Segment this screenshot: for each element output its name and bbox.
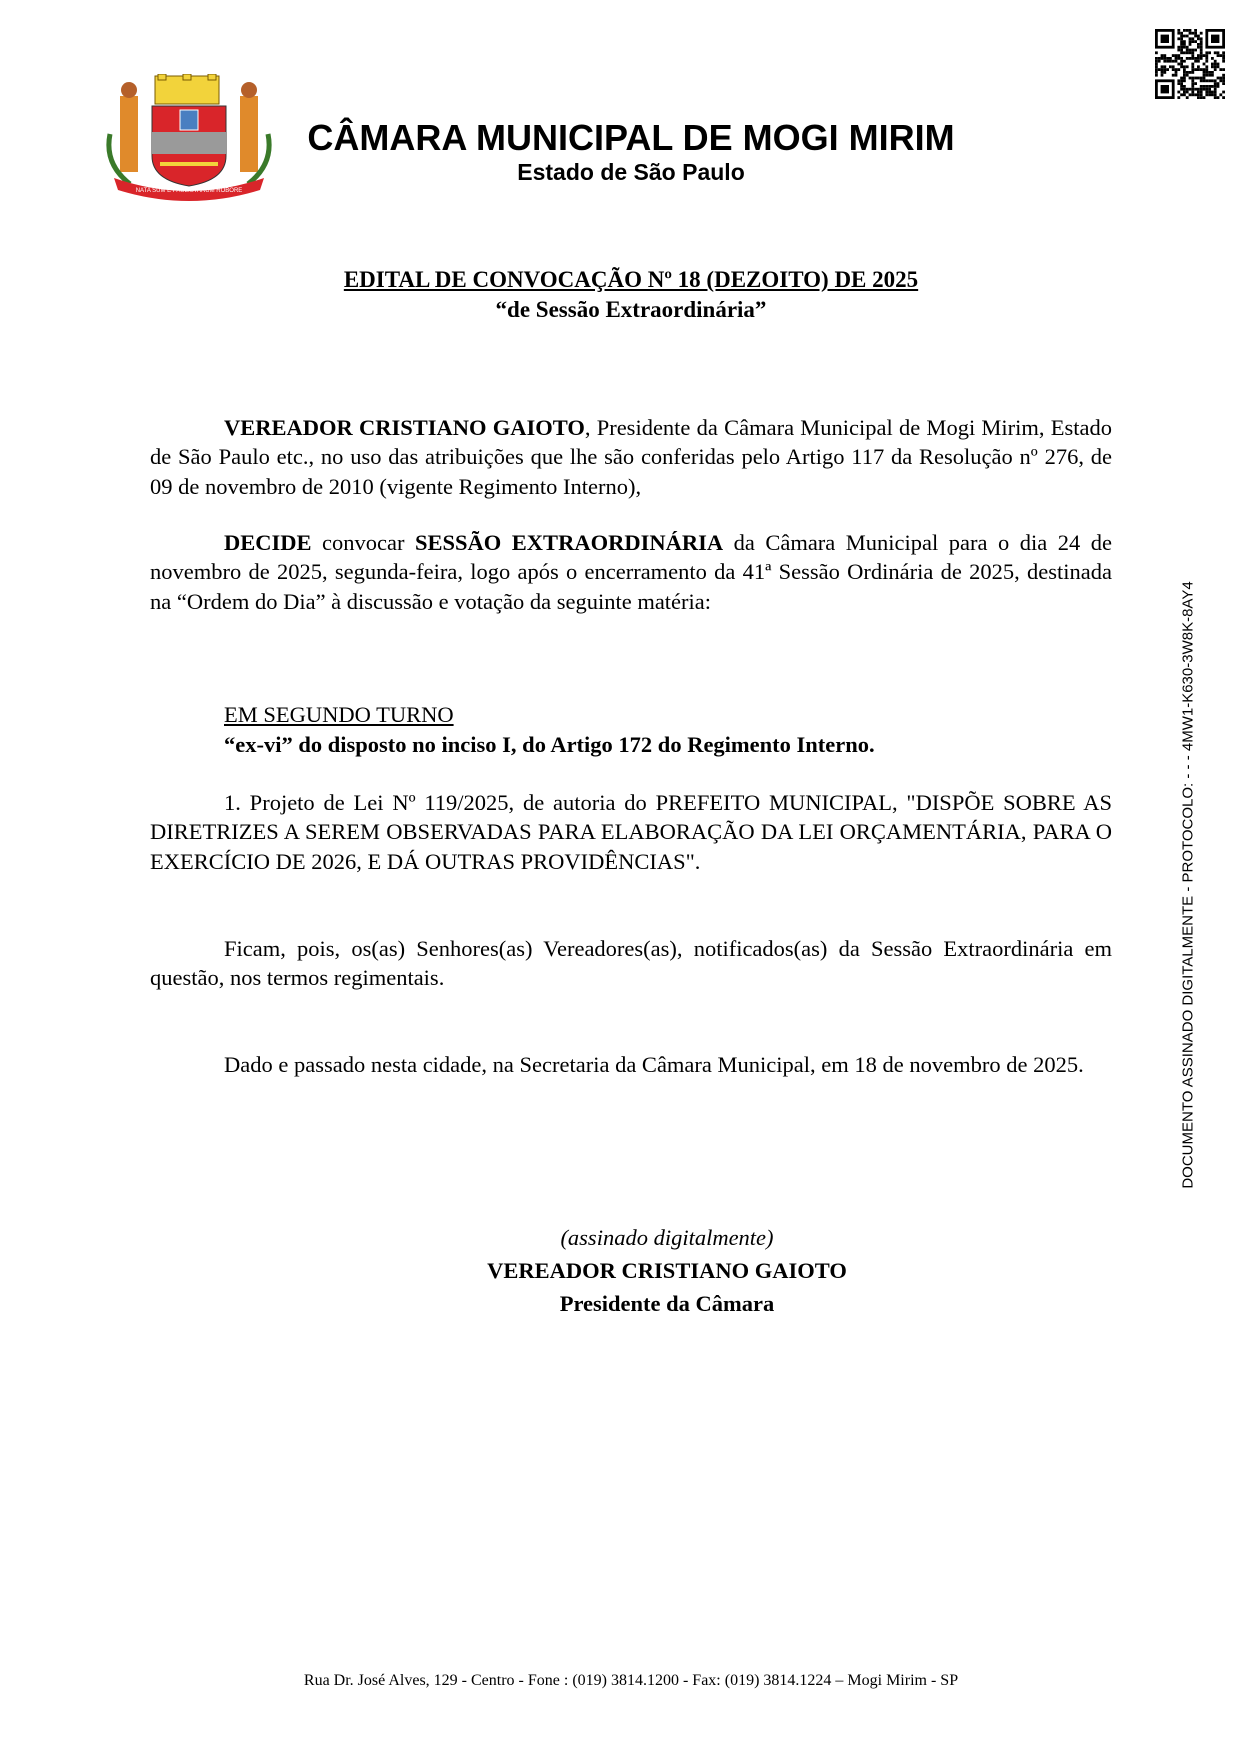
legal-basis: “ex-vi” do disposto no inciso I, do Artigo 172 do Regimento Interno. <box>224 732 875 757</box>
institution-title: CÂMARA MUNICIPAL DE MOGI MIRIM <box>307 117 955 158</box>
document-heading <box>200 267 1062 293</box>
qr-code[interactable] <box>1155 29 1225 99</box>
paragraph-notification: Ficam, pois, os(as) Senhores(as) Vereadores(as), notificados(as) da Sessão Extraordinária em questão, nos termos regimentais. <box>150 936 1112 991</box>
agenda-item-1: 1. Projeto de Lei Nº 119/2025, de autoria do PREFEITO MUNICIPAL, "DISPÕE SOBRE AS DIRETRIZES A SEREM OBSERVADAS PARA ELABORAÇÃO DA LEI ORÇAMENTÁRIA, PARA O EXERCÍCIO DE 2026, E DÁ OUTRAS PROVIDÊNCIAS". <box>150 790 1112 874</box>
decision-text-1: convocar <box>311 530 415 555</box>
paragraph-preamble <box>150 413 1112 501</box>
decision-text-2: da Câmara Municipal para o dia 24 de novembro de 2025, segunda-feira, logo após o encerramento da 41ª Sessão Ordinária de 2025, destinada na “Ordem do Dia” à discussão e votação da seguinte matéria: <box>150 530 1112 614</box>
paragraph-decision <box>150 528 1112 616</box>
president-name: VEREADOR CRISTIANO GAIOTO <box>224 415 585 440</box>
turn-label: EM SEGUNDO TURNO <box>224 702 454 727</box>
footer-address: Rua Dr. José Alves, 129 - Centro - Fone : (019) 3814.1200 - Fax: (019) 3814.1224 – Mogi Mirim - SP <box>303 1672 959 1689</box>
paragraph-date: Dado e passado nesta cidade, na Secretaria da Câmara Municipal, em 18 de novembro de 2025. <box>224 1052 1084 1077</box>
signature-note: (assinado digitalmente) <box>560 1225 774 1250</box>
preamble-text: , Presidente da Câmara Municipal de Mogi Mirim, Estado de São Paulo etc., no uso das atribuições que lhe são conferidas pelo Artigo 117 da Resolução nº 276, de 09 de novembro de 2010 (vigente Regimento Interno), <box>150 415 1112 499</box>
digital-signature-stamp: DOCUMENTO ASSINADO DIGITALMENTE - PROTOCOLO: - - - 4MW1-K630-3W8K-8AY4 <box>1179 581 1197 1189</box>
signature-role: Presidente da Câmara <box>559 1291 775 1316</box>
signature-name: VEREADOR CRISTIANO GAIOTO <box>487 1258 847 1283</box>
heading-text: EDITAL DE CONVOCAÇÃO Nº 18 (DEZOITO) DE 2025 <box>343 267 919 292</box>
document-subheading: “de Sessão Extraordinária” <box>495 297 767 322</box>
session-type: SESSÃO EXTRAORDINÁRIA <box>415 530 724 555</box>
decide-label: DECIDE <box>224 530 312 555</box>
logo-motto: NATA SUM E PAULISTARUM ROBORE <box>135 188 243 194</box>
institution-subtitle: Estado de São Paulo <box>517 159 745 185</box>
